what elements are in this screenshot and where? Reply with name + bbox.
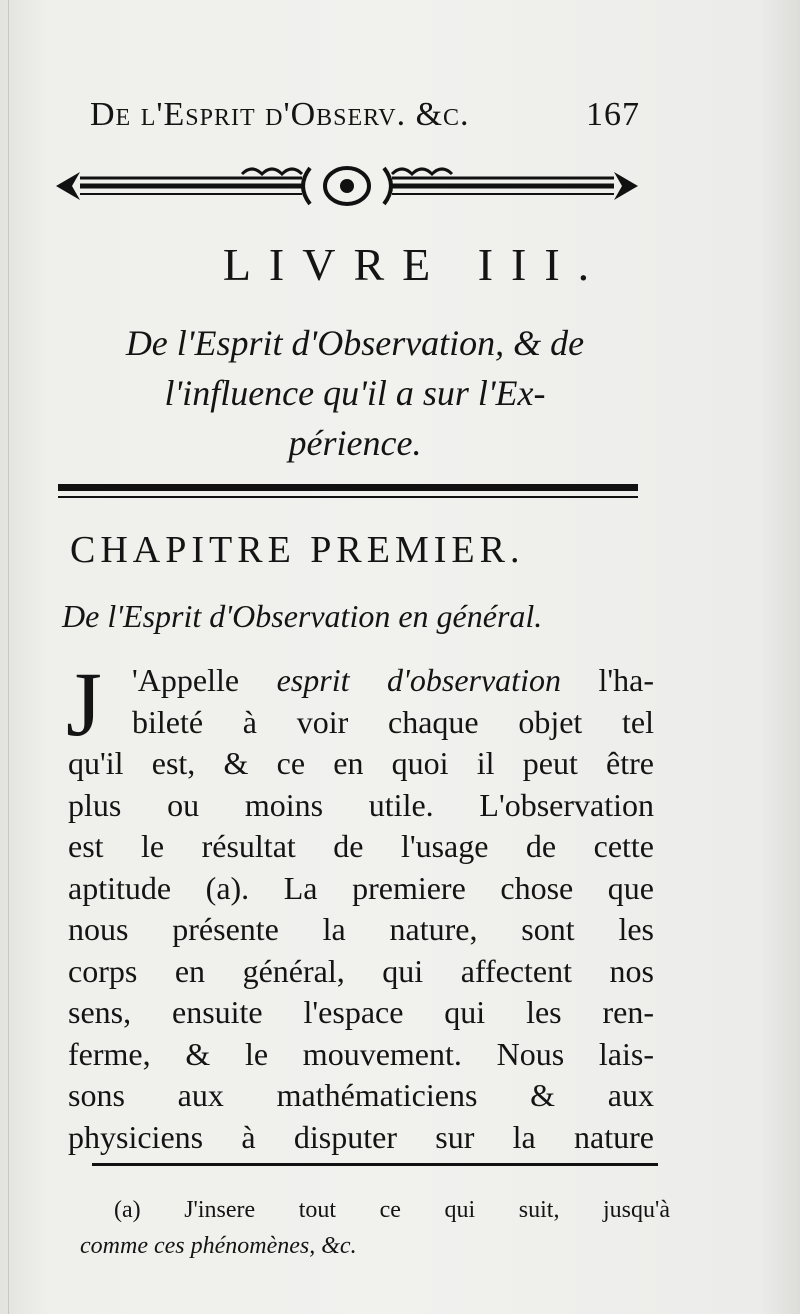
text-line: aptitude (a). La premiere chose que <box>68 869 654 906</box>
chapter-subtitle: De l'Esprit d'Observation en général. <box>62 598 543 634</box>
text-line: sens, ensuite l'espace qui les ren- <box>68 994 654 1030</box>
running-head-title: De l'Esprit d'Observ. &c. <box>90 96 470 133</box>
text-line: ferme, & le mouvement. Nous lais- <box>68 1035 654 1072</box>
drop-cap: J <box>66 653 102 755</box>
double-rule <box>58 484 638 498</box>
text-line: corps en général, qui affectent nos <box>68 952 654 989</box>
italic-term: esprit d'observation <box>276 662 561 698</box>
text-line <box>68 660 654 702</box>
book-subtitle <box>55 318 655 468</box>
book-subtitle-line: périence. <box>288 423 422 463</box>
chapter-heading: CHAPITRE PREMIER. <box>70 529 525 571</box>
text-line: physiciens à disputer sur la nature <box>68 1118 654 1155</box>
text-line: nous présente la nature, sont les <box>68 911 654 947</box>
footnote-line: (a) J'insere tout ce qui suit, jusqu'à <box>114 1197 670 1223</box>
text-line: bileté à voir chaque objet tel <box>132 703 654 740</box>
text-fragment: 'Appelle <box>132 662 277 698</box>
footnote-line: comme ces phénomènes, &c. <box>80 1233 357 1259</box>
book-heading: LIVRE III. <box>222 239 608 290</box>
text-line: sons aux mathématiciens & aux <box>68 1077 654 1113</box>
running-head <box>90 96 640 134</box>
text-fragment: l'ha- <box>560 662 654 698</box>
text-line: qu'il est, & ce en quoi il peut être <box>68 745 654 781</box>
book-subtitle-line: De l'Esprit d'Observation, & de <box>125 323 585 363</box>
book-subtitle-line: l'influence qu'il a sur l'Ex- <box>164 373 546 413</box>
text-line: plus ou moins utile. L'observation <box>68 786 654 823</box>
footnote <box>80 1192 670 1264</box>
body-text <box>66 653 654 1158</box>
footnote-rule <box>92 1163 658 1166</box>
text-line: est le résultat de l'usage de cette <box>68 828 654 864</box>
page-number: 167 <box>586 96 640 133</box>
ornamental-headpiece <box>52 158 642 210</box>
